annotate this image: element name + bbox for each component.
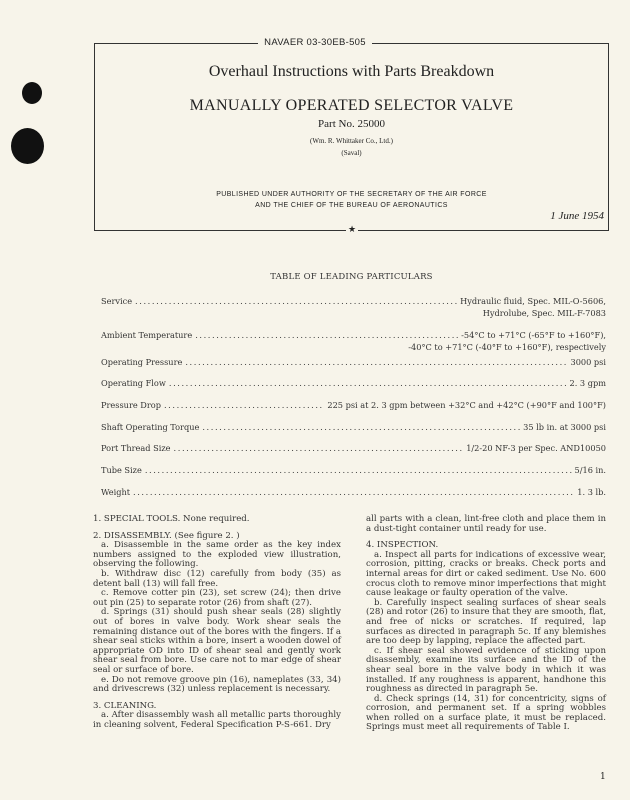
dot-leader <box>202 422 520 432</box>
paragraph: d. Check springs (14, 31) for concentricity, signs of corrosion, and permanent set. If a spring wobbles when rolled on a surface plate, it must be replaced. Springs must meet all requirements of Table I. <box>366 693 606 733</box>
row-label: Operating Pressure <box>101 357 183 367</box>
row-value: Hydraulic fluid, Spec. MIL-O-5606, <box>460 296 606 306</box>
dot-leader <box>135 296 457 306</box>
table-row <box>101 378 606 388</box>
table-row <box>101 400 606 410</box>
row-label: Ambient Temperature <box>101 330 193 340</box>
row-label: Port Thread Size <box>101 443 171 453</box>
doc-number-text: NAVAER 03-30EB-505 <box>258 37 372 48</box>
paragraph: b. Carefully inspect sealing surfaces of shear seals (28) and rotor (26) to insure that they are smooth, flat, and free of nicks or scratches. If required, lap surfaces as directed in paragraph 5c. If any blemishes are too deep by lapping, replace the affected part. <box>366 597 606 647</box>
section-heading: 3. CLEANING. <box>93 700 157 711</box>
alt-name: (Saval) <box>341 149 362 157</box>
manufacturer: (Wm. R. Whittaker Co., Ltd.) <box>310 137 393 145</box>
row-label: Pressure Drop <box>101 400 161 410</box>
right-column <box>366 515 606 733</box>
authority-line-2: AND THE CHIEF OF THE BUREAU OF AERONAUTICS <box>255 202 448 209</box>
section-heading: 1. SPECIAL TOOLS. None required. <box>93 514 250 524</box>
dot-leader <box>164 400 324 410</box>
dot-leader <box>133 487 574 497</box>
row-label: Tube Size <box>101 465 142 475</box>
table-row <box>101 487 606 497</box>
row-label: Shaft Operating Torque <box>101 422 200 432</box>
table-row <box>101 296 606 318</box>
row-value: 1. 3 lb. <box>577 487 606 497</box>
table-title: TABLE OF LEADING PARTICULARS <box>270 272 433 282</box>
paragraph: d. Springs (31) should push shear seals (28) slightly out of bores in valve body. Work shear seals the remaining distance out of the bores with the fingers. If a shear seal sticks within a bore, insert a wooden dowel of appropriate OD into ID of shear seal and gently work shear seal from bore. Use care not to mar edge of shear seal or surface of bore. <box>93 607 341 675</box>
row-label: Weight <box>101 487 131 497</box>
table-row <box>101 443 606 453</box>
row-label: Service <box>101 296 133 306</box>
page-number: 1 <box>600 772 606 782</box>
dot-leader <box>145 465 572 475</box>
table-row <box>101 330 606 352</box>
paragraph: a. Inspect all parts for indications of excessive wear, corrosion, pitting, cracks or breaks. Check ports and internal areas for dirt or caked sediment. Use No. 600 crocus cloth to remove minor imperfections that might cause leakage or faulty operation of the valve. <box>366 549 606 599</box>
section-heading: 4. INSPECTION. <box>366 540 439 551</box>
dot-leader <box>174 443 464 453</box>
part-number: Part No. 25000 <box>318 118 385 130</box>
row-value: 2. 3 gpm <box>569 378 606 388</box>
row-label: Operating Flow <box>101 378 166 388</box>
row-value: 1/2-20 NF-3 per Spec. AND10050 <box>466 443 606 453</box>
doc-number <box>0 37 630 49</box>
paragraph: all parts with a clean, lint-free cloth and place them in a dust-tight container until ready for use. <box>366 514 606 534</box>
paragraph: e. Do not remove groove pin (16), nameplates (33, 34) and drivescrews (32) unless replacement is necessary. <box>93 674 341 695</box>
dot-leader <box>195 330 458 340</box>
authority-line-1: PUBLISHED UNDER AUTHORITY OF THE SECRETARY OF THE AIR FORCE <box>216 191 487 198</box>
paragraph: c. Remove cotter pin (23), set screw (24); then drive out pin (25) to separate rotor (26) from shaft (27). <box>93 588 341 608</box>
section-heading: 2. DISASSEMBLY. (See figure 2. ) <box>93 530 240 541</box>
subject-title: MANUALLY OPERATED SELECTOR VALVE <box>189 97 514 114</box>
row-value: 3000 psi <box>570 357 606 367</box>
binder-hole <box>22 82 42 104</box>
paragraph: a. After disassembly wash all metallic parts thoroughly in cleaning solvent, Federal Specification P-S-661. Dry <box>93 710 341 730</box>
paragraph: b. Withdraw disc (12) carefully from body (35) as detent ball (13) will fall free. <box>93 568 341 589</box>
dot-leader <box>185 357 567 367</box>
row-value-continued: Hydrolube, Spec. MIL-F-7083 <box>482 308 606 318</box>
binder-hole <box>11 128 44 164</box>
row-value-continued: -40°C to +71°C (-40°F to +160°F), respectively <box>408 342 606 352</box>
paragraph: c. If shear seal showed evidence of sticking upon disassembly, examine its surface and the ID of the shear seal bore in the valve body in which it was installed. If any roughness is apparent, handhone this roughness as directed in paragraph 5e. <box>366 645 606 695</box>
publication-date: 1 June 1954 <box>550 210 604 222</box>
table-row <box>101 357 606 367</box>
table-row <box>101 422 606 432</box>
row-value: 5/16 in. <box>574 465 606 475</box>
document-title: Overhaul Instructions with Parts Breakdown <box>208 63 495 80</box>
table-row <box>101 465 606 475</box>
left-column <box>93 515 341 730</box>
star-icon: ★ <box>348 224 357 234</box>
row-value: -54°C to +71°C (-65°F to +160°F), <box>461 330 606 340</box>
row-value: 35 lb in. at 3000 psi <box>523 422 606 432</box>
dot-leader <box>169 378 567 388</box>
row-value: 225 psi at 2. 3 gpm between +32°C and +42°C (+90°F and 100°F) <box>327 400 606 410</box>
paragraph: a. Disassemble in the same order as the key index numbers assigned to the exploded view illustration, observing the following. <box>93 540 341 570</box>
